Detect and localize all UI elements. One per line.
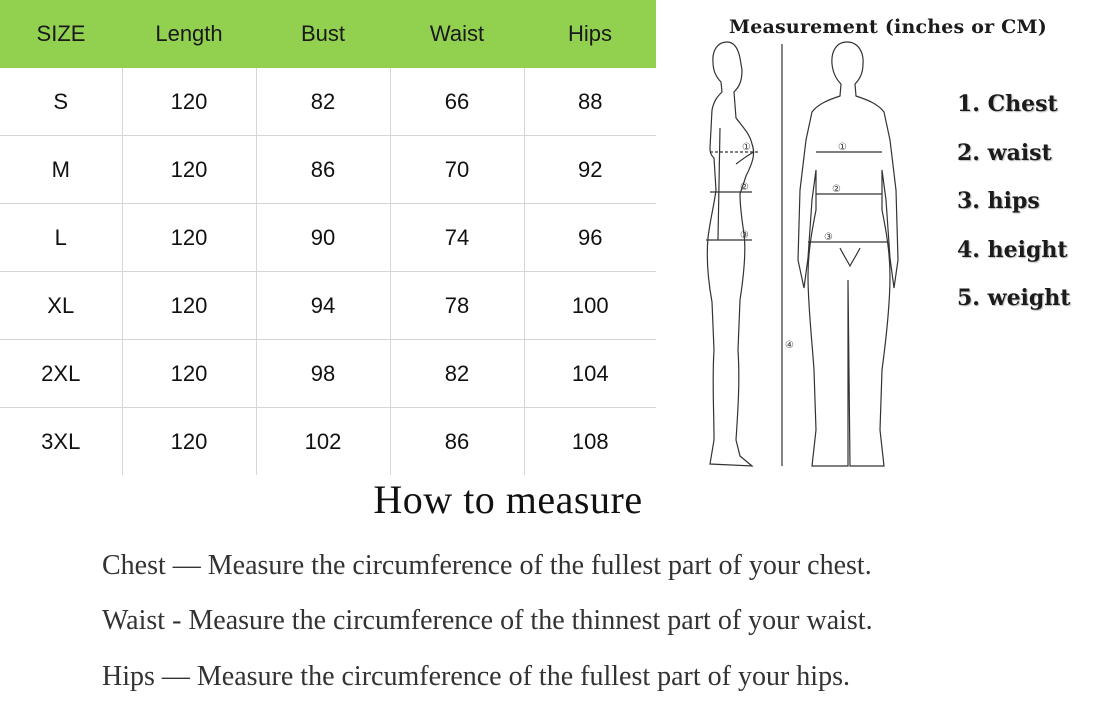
size-cell: 3XL [0, 408, 122, 476]
size-cell: M [0, 136, 122, 204]
table-row [0, 136, 656, 204]
length-cell: 120 [122, 136, 256, 204]
bust-cell: 86 [256, 136, 390, 204]
bust-cell: 94 [256, 272, 390, 340]
figure-title: Measurement (inches or CM) [729, 16, 1047, 38]
waist-cell: 74 [390, 204, 524, 272]
how-to-measure-title: How to measure [373, 477, 643, 522]
table-row [0, 408, 656, 476]
table-row [0, 272, 656, 340]
waist-cell: 86 [390, 408, 524, 476]
header-size: SIZE [0, 0, 122, 68]
marker-1-side: ① [742, 142, 751, 153]
hips-cell: 96 [524, 204, 656, 272]
table-header-row [0, 0, 656, 68]
marker-4-height: ④ [785, 340, 794, 351]
bust-cell: 90 [256, 204, 390, 272]
size-cell: L [0, 204, 122, 272]
marker-2-side: ② [740, 182, 749, 193]
length-cell: 120 [122, 68, 256, 136]
marker-3-side: ③ [740, 230, 749, 241]
side-view-figure [707, 42, 754, 466]
length-cell: 120 [122, 272, 256, 340]
bust-cell: 82 [256, 68, 390, 136]
length-cell: 120 [122, 408, 256, 476]
header-bust: Bust [256, 0, 390, 68]
length-cell: 120 [122, 204, 256, 272]
hips-cell: 108 [571, 428, 609, 454]
waist-cell: 82 [390, 340, 524, 408]
hips-instruction: Hips — Measure the circumference of the fullest part of your hips. [102, 661, 850, 692]
legend-height: 4. height [957, 236, 1068, 263]
waist-cell: 66 [390, 68, 524, 136]
legend-waist: 2. waist [957, 139, 1052, 166]
length-cell: 120 [122, 340, 256, 408]
bust-cell: 98 [256, 340, 390, 408]
marker-1-front: ① [838, 142, 847, 153]
table-row [0, 68, 656, 136]
hips-cell: 92 [524, 136, 656, 204]
body-measurement-illustration [700, 30, 900, 470]
header-hips: Hips [524, 0, 656, 68]
waist-cell: 70 [390, 136, 524, 204]
measurement-legend [957, 88, 1070, 331]
legend-chest: 1. Chest [957, 91, 1058, 117]
table-row [0, 340, 656, 408]
legend-hips: 3. hips [957, 188, 1040, 214]
size-chart-table [0, 0, 656, 475]
bust-cell: 102 [256, 408, 390, 476]
table-row [0, 204, 656, 272]
waist-instruction: Waist - Measure the circumference of the thinnest part of your waist. [102, 605, 873, 636]
waist-cell: 78 [390, 272, 524, 340]
hips-cell: 100 [524, 272, 656, 340]
size-cell: 2XL [0, 340, 122, 408]
hips-cell: 104 [524, 340, 656, 408]
legend-weight: 5. weight [957, 285, 1071, 311]
header-waist: Waist [390, 0, 524, 68]
marker-2-front: ② [832, 184, 841, 195]
header-length: Length [122, 0, 256, 68]
marker-3-front: ③ [824, 232, 833, 243]
chest-instruction: Chest — Measure the circumference of the fullest part of your chest. [102, 550, 872, 581]
front-view-figure [798, 42, 898, 466]
size-cell: S [0, 68, 122, 136]
size-cell: XL [0, 272, 122, 340]
hips-cell: 88 [524, 68, 656, 136]
